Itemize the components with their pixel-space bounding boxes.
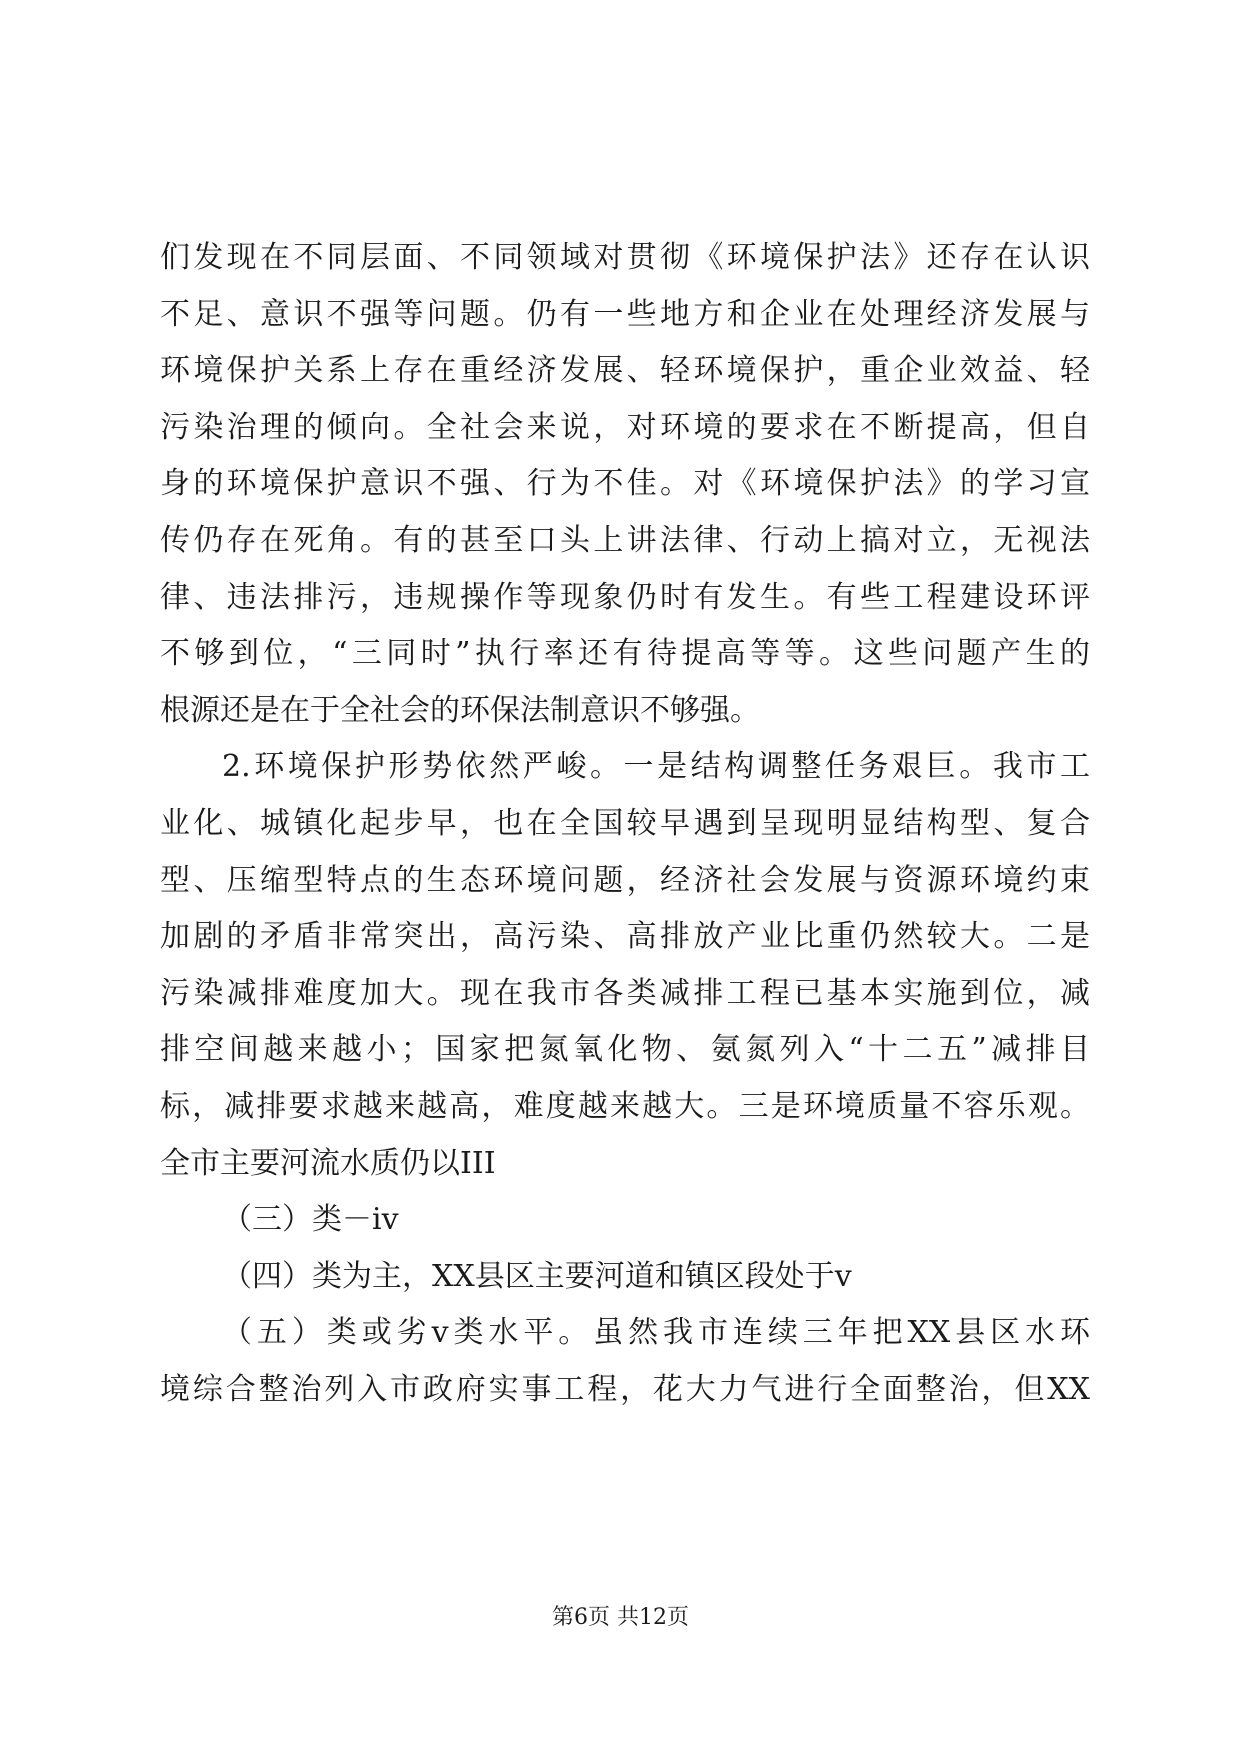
text-line: 标，减排要求越来越高，难度越来越大。三是环境质量不容乐观。 bbox=[160, 1088, 1090, 1124]
paragraph bbox=[160, 230, 1090, 739]
text-line: 加剧的矛盾非常突出，高污染、高排放产业比重仍然较大。二是 bbox=[160, 919, 1090, 955]
text-line: 不足、意识不强等问题。仍有一些地方和企业在处理经济发展与 bbox=[160, 296, 1090, 332]
paragraph bbox=[160, 739, 1090, 1192]
text-line: 型、压缩型特点的生态环境问题，经济社会发展与资源环境约束 bbox=[160, 862, 1090, 898]
text-line: 不够到位，“三同时”执行率还有待提高等等。这些问题产生的 bbox=[160, 636, 1090, 672]
page-footer: 第6页 共12页 bbox=[552, 1605, 689, 1630]
text-line: 业化、城镇化起步早，也在全国较早遇到呈现明显结构型、复合 bbox=[160, 805, 1090, 841]
document-body bbox=[160, 230, 1090, 1418]
text-line: （四）类为主，XX县区主要河道和镇区段处于v bbox=[222, 1258, 852, 1294]
text-line: 污染治理的倾向。全社会来说，对环境的要求在不断提高，但自 bbox=[160, 409, 1090, 445]
text-line: 2.环境保护形势依然严峻。一是结构调整任务艰巨。我市工 bbox=[222, 749, 1090, 785]
text-line: （三）类－iv bbox=[222, 1202, 399, 1238]
text-line: 们发现在不同层面、不同领域对贯彻《环境保护法》还存在认识 bbox=[160, 240, 1090, 275]
text-line: 环境保护关系上存在重经济发展、轻环境保护，重企业效益、轻 bbox=[160, 353, 1090, 389]
paragraph bbox=[160, 1249, 1090, 1306]
text-line: 身的环境保护意识不强、行为不佳。对《环境保护法》的学习宣 bbox=[160, 466, 1090, 502]
text-line: 律、违法排污，违规操作等现象仍时有发生。有些工程建设环评 bbox=[160, 579, 1090, 615]
text-line: 污染减排难度加大。现在我市各类减排工程已基本实施到位，减 bbox=[160, 975, 1090, 1011]
text-line: 全市主要河流水质仍以III bbox=[160, 1145, 496, 1181]
paragraph bbox=[160, 1305, 1090, 1418]
paragraph bbox=[160, 1192, 1090, 1249]
text-line: 排空间越来越小；国家把氮氧化物、氨氮列入“十二五”减排目 bbox=[160, 1032, 1090, 1068]
text-line: 传仍存在死角。有的甚至口头上讲法律、行动上搞对立，无视法 bbox=[160, 522, 1090, 558]
text-line: 境综合整治列入市政府实事工程，花大力气进行全面整治，但XX bbox=[160, 1371, 1090, 1407]
text-line: 根源还是在于全社会的环保法制意识不够强。 bbox=[160, 692, 760, 728]
text-line: （五）类或劣v类水平。虽然我市连续三年把XX县区水环 bbox=[222, 1315, 1090, 1351]
